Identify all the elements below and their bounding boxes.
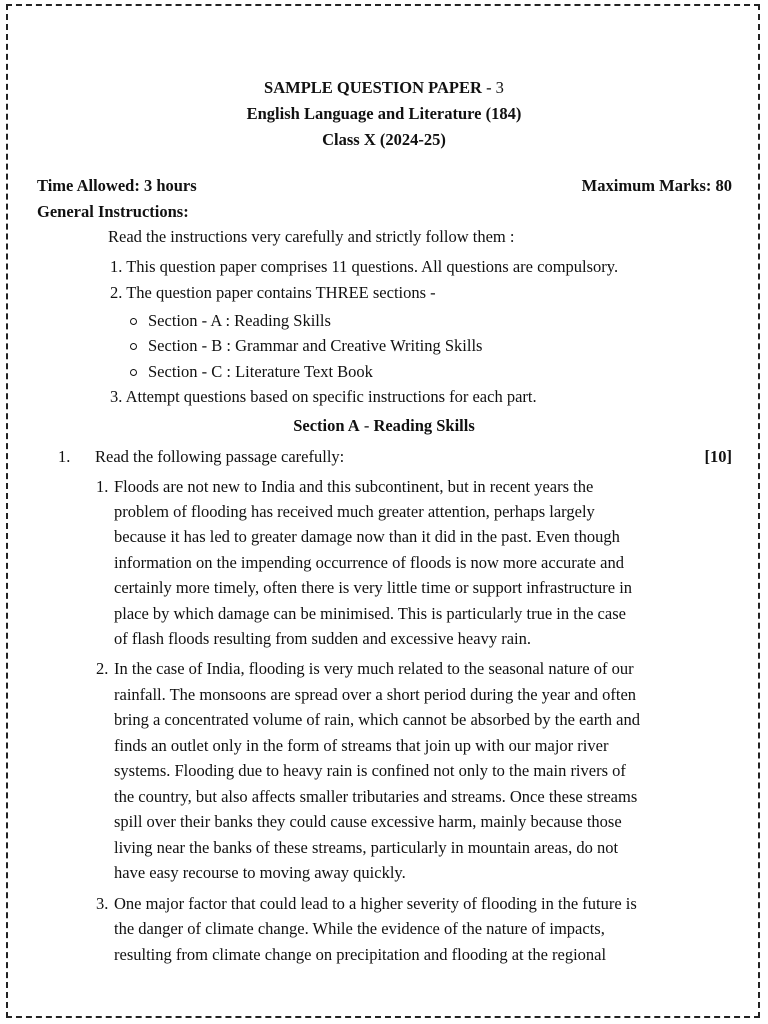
passage-line: systems. Flooding due to heavy rain is confined not only to the main rivers of bbox=[114, 761, 626, 780]
subject-title: English Language and Literature (184) bbox=[246, 104, 522, 123]
paper-title bbox=[0, 78, 768, 98]
passage-line: finds an outlet only in the form of streams that join up with our major river bbox=[114, 736, 609, 755]
passage-line: resulting from climate change on precipitation and flooding at the regional bbox=[114, 945, 607, 964]
passage-line: Floods are not new to India and this subcontinent, but in recent years the bbox=[114, 477, 594, 496]
class-title: Class X (2024-25) bbox=[322, 130, 446, 149]
passage-line: certainly more timely, often there is very little time or support infrastructure in bbox=[114, 578, 633, 597]
passage-line: place by which damage can be minimised. This is particularly true in the case bbox=[114, 604, 626, 623]
section-list-item: Section - A : Reading Skills bbox=[148, 311, 331, 330]
instruction-item: 2. The question paper contains THREE sections - bbox=[110, 283, 436, 302]
passage-line: the country, but also affects smaller tributaries and streams. Once these streams bbox=[114, 787, 638, 806]
instruction-item: 3. Attempt questions based on specific instructions for each part. bbox=[110, 387, 537, 406]
instructions-heading: General Instructions: bbox=[37, 202, 189, 221]
bullet-icon bbox=[130, 343, 137, 350]
time-allowed: Time Allowed: 3 hours bbox=[37, 176, 197, 195]
passage-line: problem of flooding has received much greater attention, perhaps largely bbox=[114, 502, 595, 521]
passage-line: bring a concentrated volume of rain, which cannot be absorbed by the earth and bbox=[114, 710, 640, 729]
question-marks: [10] bbox=[704, 447, 732, 466]
question-number: 1. bbox=[58, 447, 71, 466]
passage-line: information on the impending occurrence of floods is now more accurate and bbox=[114, 553, 624, 572]
bullet-icon bbox=[130, 369, 137, 376]
passage-line: spill over their banks they could cause excessive harm, mainly because those bbox=[114, 812, 622, 831]
passage-line: the danger of climate change. While the evidence of the nature of impacts, bbox=[114, 919, 605, 938]
passage-line: have easy recourse to moving away quickly. bbox=[114, 863, 406, 882]
passage-line: of flash floods resulting from sudden and excessive heavy rain. bbox=[114, 629, 531, 648]
paragraph-number: 2. bbox=[96, 659, 109, 678]
passage-line: living near the banks of these streams, particularly in mountain areas, do not bbox=[114, 838, 619, 857]
maximum-marks: Maximum Marks: 80 bbox=[581, 176, 732, 195]
paper-title-number: - 3 bbox=[481, 78, 504, 97]
section-list-item: Section - C : Literature Text Book bbox=[148, 362, 373, 381]
passage-line: rainfall. The monsoons are spread over a short period during the year and often bbox=[114, 685, 637, 704]
passage-line: In the case of India, flooding is very much related to the seasonal nature of our bbox=[114, 659, 634, 678]
section-a-heading: Section A - Reading Skills bbox=[293, 416, 475, 435]
passage-line: because it has led to greater damage now than it did in the past. Even though bbox=[114, 527, 620, 546]
paragraph-number: 3. bbox=[96, 894, 109, 913]
question-text: Read the following passage carefully: bbox=[95, 447, 345, 466]
instruction-item: 1. This question paper comprises 11 questions. All questions are compulsory. bbox=[110, 257, 619, 276]
bullet-icon bbox=[130, 318, 137, 325]
instructions-intro: Read the instructions very carefully and strictly follow them : bbox=[108, 227, 515, 246]
paragraph-number: 1. bbox=[96, 477, 109, 496]
passage-line: One major factor that could lead to a higher severity of flooding in the future is bbox=[114, 894, 637, 913]
section-list-item: Section - B : Grammar and Creative Writing Skills bbox=[148, 336, 483, 355]
paper-title-main: SAMPLE QUESTION PAPER bbox=[264, 78, 482, 97]
